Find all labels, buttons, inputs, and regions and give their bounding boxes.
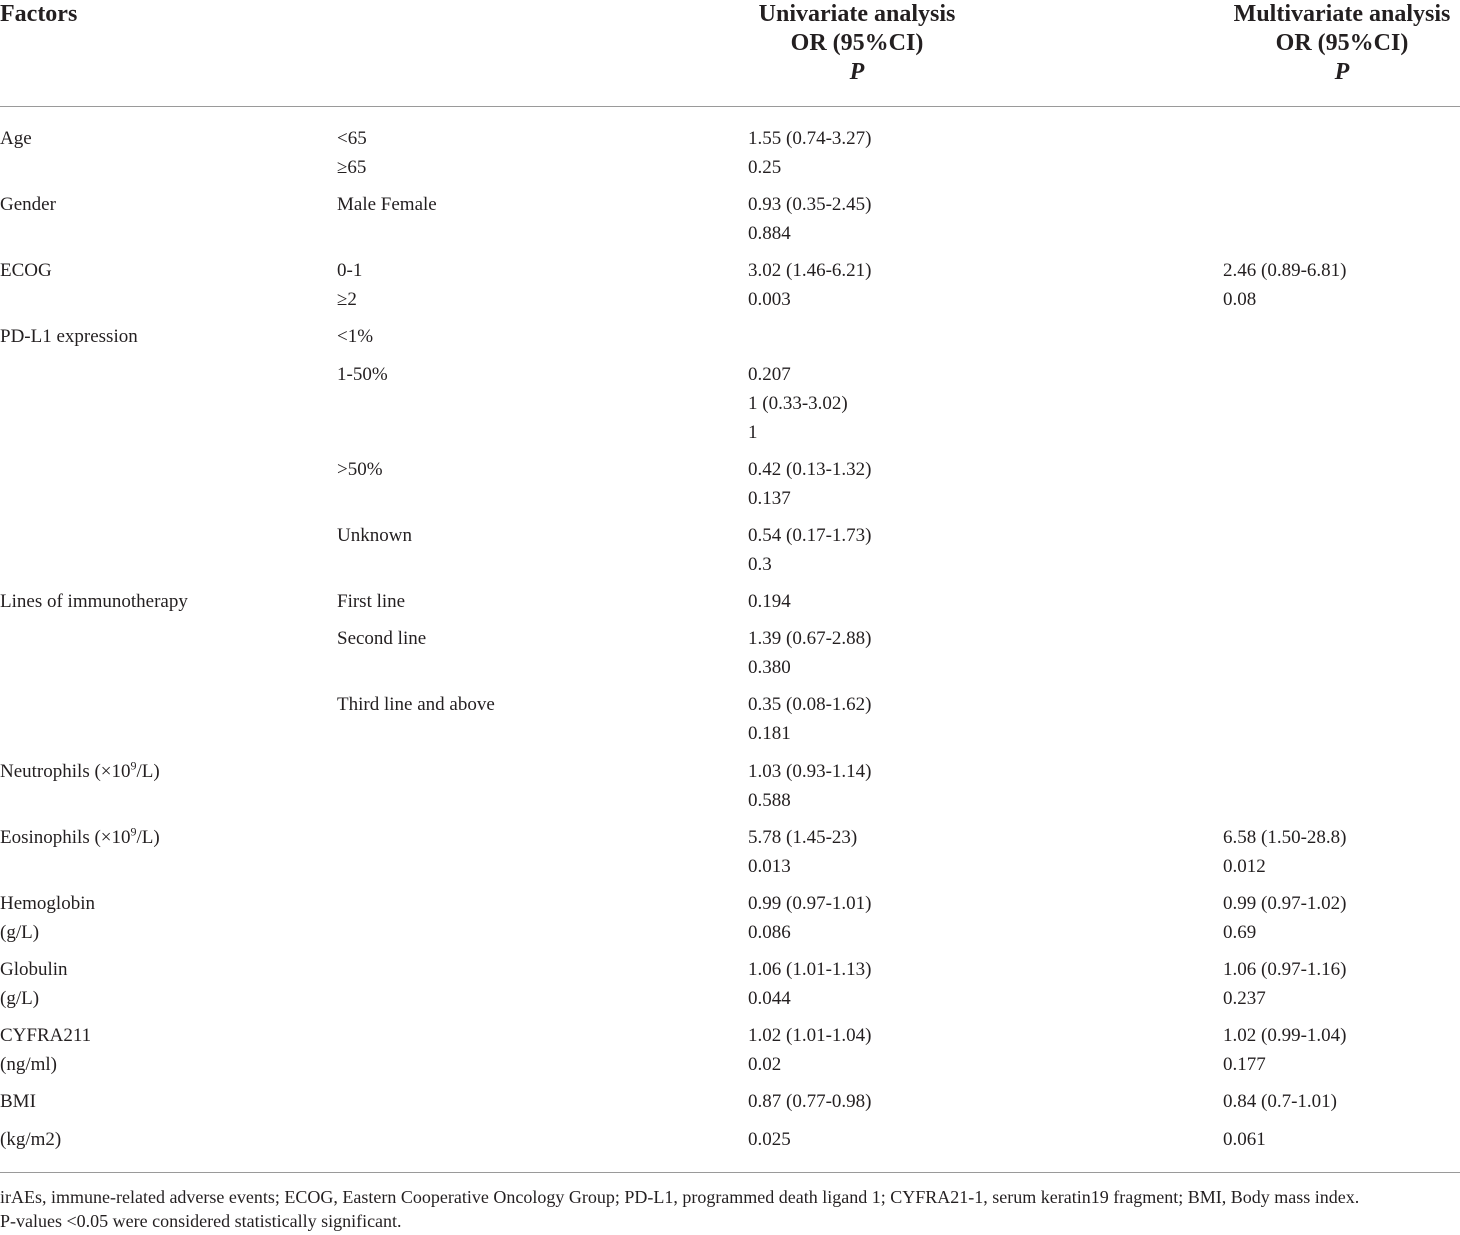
univariate-cell-line: 3.02 (1.46-6.21) [748, 260, 872, 281]
header-multivariate [1182, 0, 1460, 87]
category-cell [337, 690, 495, 719]
univariate-cell-line: 0.87 (0.77-0.98) [748, 1091, 872, 1112]
univariate-cell [748, 455, 871, 513]
univariate-cell-line: 0.99 (0.97-1.01) [748, 893, 872, 914]
univariate-cell-line: 0.3 [748, 554, 772, 575]
category-cell-line: First line [337, 591, 406, 612]
univariate-cell-line: 1.02 (1.01-1.04) [748, 1025, 872, 1046]
univariate-cell [748, 690, 871, 748]
category-cell [337, 124, 367, 182]
factor-cell [0, 955, 68, 1013]
multivariate-cell-line: 1.06 (0.97-1.16) [1223, 959, 1347, 980]
multivariate-cell-line: 0.012 [1223, 856, 1266, 877]
header-factors: Factors [0, 1, 78, 27]
univariate-cell-line: 0.884 [748, 223, 791, 244]
category-cell [337, 455, 383, 484]
univariate-cell-line: 0.54 (0.17-1.73) [748, 525, 872, 546]
factor-cell-line: CYFRA211 [0, 1025, 92, 1046]
category-cell-line: <1% [337, 326, 374, 347]
univariate-cell-line: 0.380 [748, 657, 791, 678]
category-cell-line: 1-50% [337, 364, 388, 385]
category-cell-line: Male Female [337, 194, 437, 215]
category-cell-line: Third line and above [337, 694, 495, 715]
factor-cell [0, 322, 138, 351]
category-cell-line: >50% [337, 459, 383, 480]
univariate-cell [748, 889, 871, 947]
univariate-cell [748, 521, 871, 579]
univariate-cell-line: 1.06 (1.01-1.13) [748, 959, 872, 980]
category-cell [337, 190, 437, 219]
factor-cell-line: Age [0, 128, 32, 149]
multivariate-cell-line: 0.69 [1223, 922, 1257, 943]
factor-cell [0, 757, 160, 786]
factor-cell [0, 889, 95, 947]
univariate-cell-line: 0.588 [748, 790, 791, 811]
header-multivariate-or: OR (95%CI) [1275, 30, 1409, 56]
factor-exponent: 9 [130, 824, 137, 839]
factor-cell [0, 256, 52, 285]
header-univariate-p: P [849, 59, 865, 85]
univariate-cell-line: 0.194 [748, 591, 791, 612]
univariate-cell-line: 0.003 [748, 289, 791, 310]
multivariate-cell-line: 0.99 (0.97-1.02) [1223, 893, 1347, 914]
factor-cell [0, 1087, 61, 1154]
univariate-cell-line: 0.025 [748, 1129, 791, 1150]
univariate-cell [748, 360, 848, 447]
univariate-cell [748, 1021, 871, 1079]
category-cell-line: 0-1 [337, 260, 363, 281]
univariate-cell-line: 0.013 [748, 856, 791, 877]
header-univariate [697, 0, 1017, 87]
univariate-cell-line: 1 (0.33-3.02) [748, 393, 848, 414]
multivariate-cell [1223, 823, 1346, 881]
footnote-abbreviations: irAEs, immune-related adverse events; ECOG, Eastern Cooperative Oncology Group; PD-L1, programmed death ligand 1; CYFRA21-1, serum keratin19 fragment; BMI, Body mass index. [0, 1187, 1360, 1207]
univariate-cell-line: 0.02 [748, 1054, 782, 1075]
factor-cell-line: (kg/m2) [0, 1129, 62, 1150]
factor-unit: /L) [136, 827, 160, 848]
header-divider [0, 106, 1460, 107]
factor-cell-line: PD-L1 expression [0, 326, 138, 347]
univariate-cell-line: 0.181 [748, 723, 791, 744]
factor-cell-line: Gender [0, 194, 56, 215]
footnote-significance: P-values <0.05 were considered statistically significant. [0, 1211, 402, 1231]
factor-cell-line: Lines of immunotherapy [0, 591, 188, 612]
univariate-cell [748, 256, 871, 314]
multivariate-cell [1223, 889, 1346, 947]
univariate-cell-line: 0.35 (0.08-1.62) [748, 694, 872, 715]
univariate-cell [748, 587, 791, 616]
univariate-cell-line: 0.93 (0.35-2.45) [748, 194, 872, 215]
multivariate-cell-line: 2.46 (0.89-6.81) [1223, 260, 1347, 281]
multivariate-cell [1223, 1021, 1346, 1079]
footer-divider [0, 1172, 1460, 1173]
category-cell [337, 521, 412, 550]
univariate-cell [748, 823, 857, 881]
factor-cell-line: ECOG [0, 260, 52, 281]
multivariate-cell-line: 1.02 (0.99-1.04) [1223, 1025, 1347, 1046]
factor-cell [0, 587, 188, 616]
multivariate-cell-line: 0.84 (0.7-1.01) [1223, 1091, 1337, 1112]
multivariate-cell-line: 6.58 (1.50-28.8) [1223, 827, 1347, 848]
univariate-cell-line: 0.086 [748, 922, 791, 943]
category-cell-line: <65 [337, 128, 367, 149]
univariate-cell [748, 955, 871, 1013]
univariate-cell-line: 0.25 [748, 157, 782, 178]
univariate-cell [748, 1087, 871, 1154]
category-cell-line: ≥65 [337, 157, 367, 178]
multivariate-cell [1223, 955, 1346, 1013]
factor-cell-line: (g/L) [0, 922, 40, 943]
factor-cell [0, 190, 56, 219]
factor-label: Eosinophils (×10 [0, 827, 131, 848]
factor-cell-line: Globulin [0, 959, 68, 980]
multivariate-cell-line: 0.061 [1223, 1129, 1266, 1150]
multivariate-cell [1223, 256, 1346, 314]
univariate-cell-line: 1.55 (0.74-3.27) [748, 128, 872, 149]
category-cell [337, 624, 426, 653]
univariate-cell-line: 0.044 [748, 988, 791, 1009]
univariate-cell [748, 190, 871, 248]
multivariate-cell-line: 0.237 [1223, 988, 1266, 1009]
factor-cell-line: Hemoglobin [0, 893, 95, 914]
header-multivariate-p: P [1334, 59, 1350, 85]
multivariate-cell [1223, 1087, 1337, 1154]
univariate-cell [748, 124, 871, 182]
header-univariate-or: OR (95%CI) [790, 30, 924, 56]
univariate-cell [748, 757, 871, 815]
factor-unit: /L) [136, 761, 160, 782]
univariate-cell-line: 0.207 [748, 364, 791, 385]
factor-cell-line: BMI [0, 1091, 36, 1112]
header-univariate-title: Univariate analysis [758, 1, 956, 27]
univariate-cell-line: 0.137 [748, 488, 791, 509]
factor-cell-line: (g/L) [0, 988, 40, 1009]
univariate-cell-line: 1.03 (0.93-1.14) [748, 761, 872, 782]
univariate-cell [748, 624, 871, 682]
factor-cell [0, 823, 160, 852]
univariate-cell-line: 1 [748, 422, 758, 443]
category-cell-line: ≥2 [337, 289, 357, 310]
category-cell [337, 587, 405, 616]
univariate-cell-line: 1.39 (0.67-2.88) [748, 628, 872, 649]
category-cell [337, 322, 373, 351]
category-cell [337, 256, 362, 314]
header-multivariate-title: Multivariate analysis [1233, 1, 1451, 27]
factor-cell [0, 124, 32, 153]
factor-exponent: 9 [130, 758, 137, 773]
multivariate-cell-line: 0.177 [1223, 1054, 1266, 1075]
factor-cell-line: (ng/ml) [0, 1054, 57, 1075]
multivariate-cell-line: 0.08 [1223, 289, 1257, 310]
category-cell-line: Second line [337, 628, 427, 649]
factor-label: Neutrophils (×10 [0, 761, 131, 782]
factor-cell [0, 1021, 91, 1079]
univariate-cell-line: 5.78 (1.45-23) [748, 827, 858, 848]
category-cell [337, 360, 388, 389]
univariate-cell-line: 0.42 (0.13-1.32) [748, 459, 872, 480]
category-cell-line: Unknown [337, 525, 412, 546]
